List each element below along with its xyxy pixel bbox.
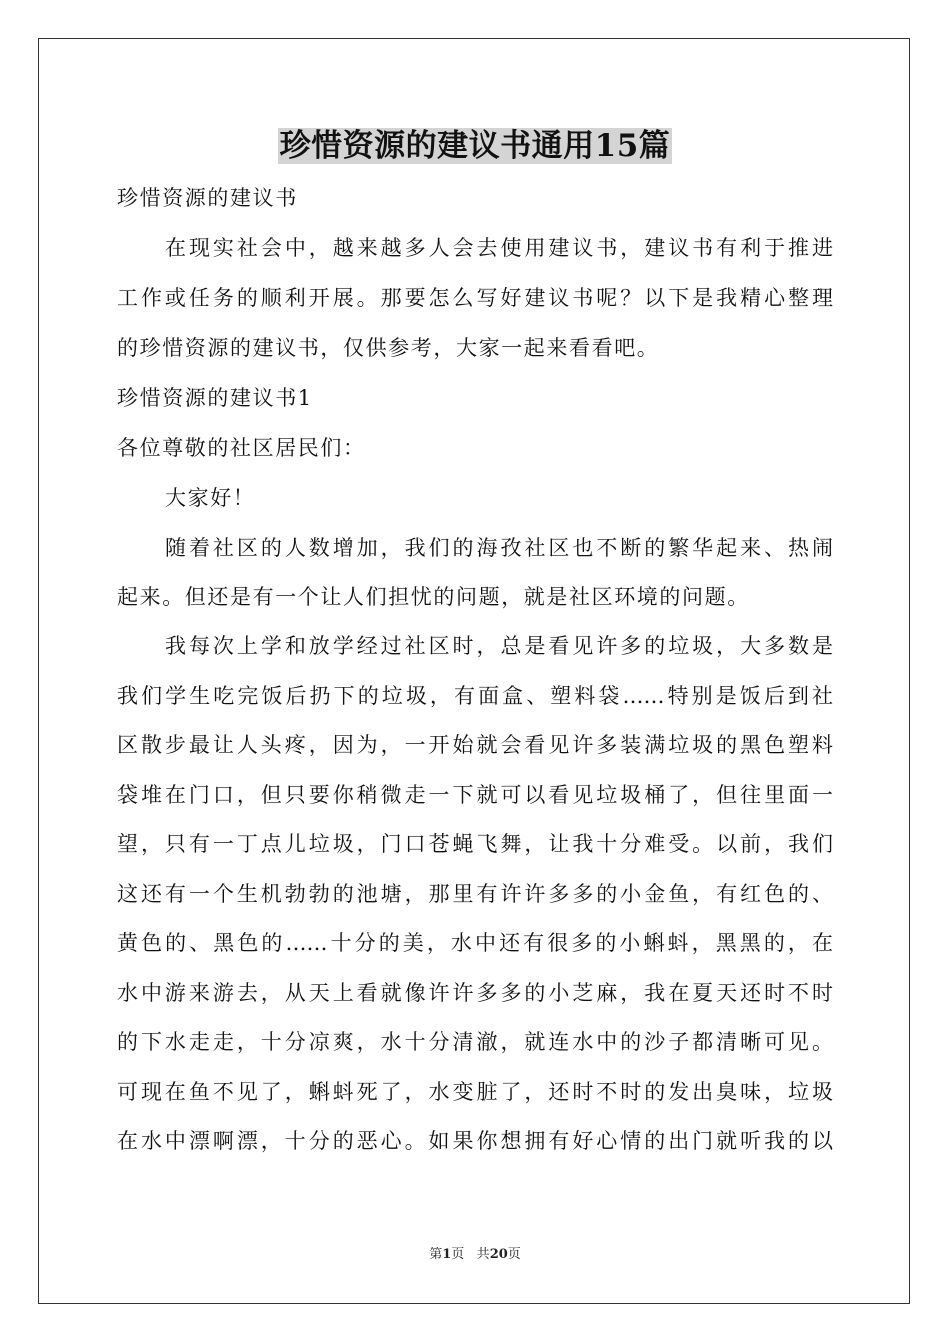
paragraph-line: 黄色的、黑色的……十分的美，水中还有很多的小蝌蚪，黑黑的，在: [117, 931, 833, 955]
total-page-count: 20: [489, 1247, 508, 1262]
page-border: [38, 38, 910, 1304]
paragraph-line: 袋堆在门口，但只要你稍微走一下就可以看见垃圾桶了，但往里面一: [117, 783, 833, 807]
paragraph-line: 的下水走走，十分凉爽，水十分清澈，就连水中的沙子都清晰可见。: [117, 1030, 833, 1054]
footer-total-prefix: 共: [476, 1247, 490, 1262]
document-title: 珍惜资源的建议书通用15篇: [279, 128, 671, 164]
paragraph-line: 随着社区的人数增加，我们的海孜社区也不断的繁华起来、热闹: [165, 536, 833, 560]
footer-prefix: 第: [429, 1247, 443, 1262]
current-page-number: 1: [442, 1247, 452, 1262]
paragraph-line: 的珍惜资源的建议书，仅供参考，大家一起来看看吧。: [117, 336, 660, 360]
paragraph-line: 可现在鱼不见了，蝌蚪死了，水变脏了，还时不时的发出臭味，垃圾: [117, 1080, 833, 1104]
paragraph-line: 工作或任务的顺利开展。那要怎么写好建议书呢？以下是我精心整理: [117, 286, 833, 310]
paragraph-line: 我每次上学和放学经过社区时，总是看见许多的垃圾，大多数是: [165, 634, 833, 658]
paragraph-line: 这还有一个生机勃勃的池塘，那里有许许多多的小金鱼，有红色的、: [117, 882, 833, 906]
section-heading: 珍惜资源的建议书1: [117, 386, 313, 410]
paragraph-line: 我们学生吃完饭后扔下的垃圾，有面盒、塑料袋……特别是饭后到社: [117, 684, 833, 708]
paragraph-line: 区散步最让人头疼，因为，一开始就会看见许多装满垃圾的黑色塑料: [117, 733, 833, 757]
page-footer: [0, 1246, 950, 1264]
paragraph-line: 起来。但还是有一个让人们担忧的问题，就是社区环境的问题。: [117, 585, 750, 609]
paragraph-line: 望，只有一丁点儿垃圾，门口苍蝇飞舞，让我十分难受。以前，我们: [117, 832, 833, 856]
paragraph-line: 水中游来游去，从天上看就像许许多多的小芝麻，我在夏天还时不时: [117, 981, 833, 1005]
subtitle-line: 珍惜资源的建议书: [117, 186, 298, 210]
footer-page-suffix: 页: [451, 1247, 465, 1262]
footer-total-suffix: 页: [507, 1247, 521, 1262]
greeting-line: 大家好！: [165, 486, 256, 510]
paragraph-line: 在现实社会中，越来越多人会去使用建议书，建议书有利于推进: [165, 236, 833, 260]
salutation-line: 各位尊敬的社区居民们：: [117, 436, 366, 460]
paragraph-line: 在水中漂啊漂，十分的恶心。如果你想拥有好心情的出门就听我的以: [117, 1129, 833, 1153]
